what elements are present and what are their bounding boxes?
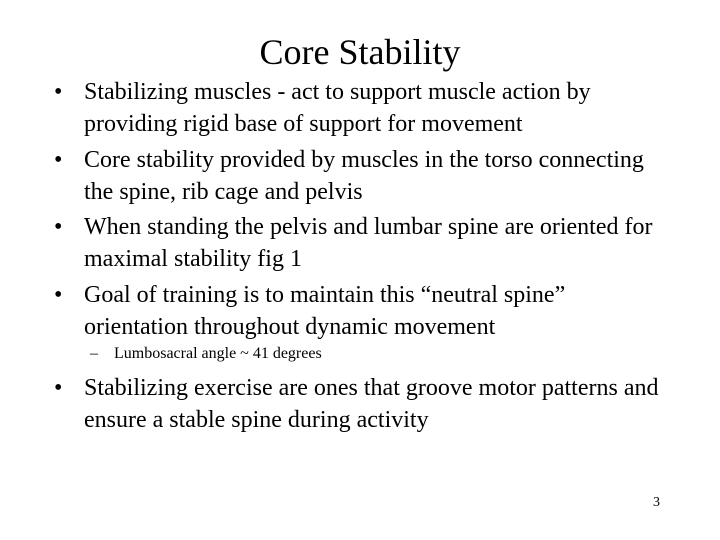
bullet-text: Goal of training is to maintain this “neutral spine” orientation throughout dynamic movement (84, 282, 566, 340)
bullet-text: When standing the pelvis and lumbar spine are oriented for maximal stability fig 1 (84, 214, 653, 272)
bullet-item (54, 211, 674, 275)
sub-bullet-item (90, 343, 670, 365)
bullet-marker: • (54, 79, 63, 105)
bullet-item (54, 76, 674, 140)
slide-title: Core Stability (259, 32, 461, 72)
bullet-item (54, 279, 674, 343)
bullet-marker: • (54, 147, 63, 173)
bullet-item (54, 144, 674, 208)
bullet-text: Stabilizing exercise are ones that groove motor patterns and ensure a stable spine during activity (84, 375, 659, 433)
bullet-item (54, 372, 674, 436)
bullet-marker: • (54, 282, 63, 308)
bullet-text: Core stability provided by muscles in the torso connecting the spine, rib cage and pelvis (84, 147, 644, 205)
sub-bullet-text: Lumbosacral angle ~ 41 degrees (114, 345, 322, 362)
bullet-marker: • (54, 375, 63, 401)
bullet-marker: • (54, 214, 63, 240)
page-number: 3 (653, 495, 660, 510)
bullet-text: Stabilizing muscles - act to support muscle action by providing rigid base of support for movement (84, 79, 591, 137)
sub-bullet-marker: – (90, 345, 98, 362)
